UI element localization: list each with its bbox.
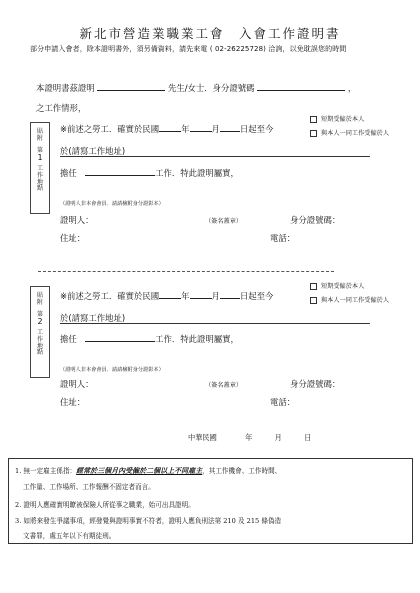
checkbox-option-2a[interactable]: 短期受僱於本人	[310, 281, 364, 290]
checkbox-option-1b[interactable]: 與本人一同工作受僱於人	[310, 128, 389, 137]
address-label-1: 住址：	[60, 233, 86, 243]
role-field-2[interactable]	[85, 332, 155, 342]
year-field-1[interactable]	[159, 122, 181, 132]
id-label-2: 身分證號碼：	[290, 379, 341, 389]
location-underline-1[interactable]	[60, 156, 370, 157]
day-field-1[interactable]	[220, 122, 240, 132]
stamp-label-2: 貼 附 第 2 工 作 地 點	[36, 292, 43, 357]
role-field-1[interactable]	[85, 166, 155, 176]
footnotes-box	[8, 458, 413, 544]
footnote-1: 1. 無一定雇主係指：經常於三個月內受僱於二個以上不同雇主，其工作機會、工作時間、	[15, 466, 282, 475]
intro-mid: 先生/女士．身分證號碼	[167, 83, 255, 93]
footnote-3-cont: 文書罪，處五年以下有期徒刑。	[23, 532, 116, 540]
phone-label-1: 電話：	[270, 233, 296, 243]
statement-line-1: ※前述之勞工．確實於民國 年 月 日起至今	[60, 124, 274, 134]
certifier-note-1: （證明人非本會會員．請請檢附身分證影本）	[60, 201, 164, 207]
location-label-2: 於(請寫工作地址)	[60, 313, 126, 323]
intro-line-1	[36, 81, 356, 94]
checkbox-icon[interactable]	[310, 283, 317, 290]
location-label-1: 於(請寫工作地址)	[60, 146, 126, 156]
intro-line-2: 之工作情形，	[36, 103, 87, 113]
date-line: 中華民國 年 月 日	[188, 433, 312, 442]
certifier-label-1: 證明人：	[60, 215, 94, 225]
role-line-2: 擔任 工作．特此證明屬實，	[60, 334, 239, 344]
phone-label-2: 電話：	[270, 397, 296, 407]
intro-end: ，	[347, 83, 357, 93]
location-underline-2[interactable]	[60, 323, 370, 324]
document-title: 新北市營造業職業工會 入會工作證明書	[79, 26, 341, 41]
document-subtitle: 部分申請入會者，除本證明書外，須另備資料，請先來電 ( 02-26225728) 洽詢，以免耽誤您的時間	[30, 45, 347, 53]
intro-prefix: 本證明書茲證明	[36, 83, 95, 93]
stamp-label-1: 貼 附 第 1 工 作 地 點	[36, 128, 43, 193]
checkbox-icon[interactable]	[310, 130, 317, 137]
statement-line-2: ※前述之勞工．確實於民國 年 月 日起至今	[60, 291, 274, 301]
stamp-box-1	[30, 122, 50, 214]
id-label-1: 身分證號碼：	[290, 215, 341, 225]
worker-id-field[interactable]	[257, 81, 345, 91]
certifier-label-2: 證明人：	[60, 379, 94, 389]
section-divider	[38, 271, 334, 272]
checkbox-icon[interactable]	[310, 116, 317, 123]
month-field-2[interactable]	[190, 289, 212, 299]
checkbox-option-1a[interactable]: 短期受僱於本人	[310, 114, 364, 123]
footnote-3: 3. 如將來發生爭議事項，經發覺與證明事實不符者，證明人應負刑法第 210 及 215 條偽造	[15, 517, 282, 525]
certifier-note-2: （證明人非本會會員．請請檢附身分證影本）	[60, 367, 164, 373]
footnote-1-cont: 工作量、工作場所、工作報酬不固定者而言。	[23, 483, 155, 491]
sign-label-2: （簽名蓋章）	[205, 382, 243, 389]
stamp-box-2	[30, 286, 50, 378]
worker-name-field[interactable]	[97, 81, 165, 91]
year-field-2[interactable]	[159, 289, 181, 299]
checkbox-option-2b[interactable]: 與本人一同工作受僱於人	[310, 295, 389, 304]
sign-label-1: （簽名蓋章）	[205, 218, 243, 225]
month-field-1[interactable]	[190, 122, 212, 132]
footnote-2: 2. 證明人應確實明瞭被保險人所從事之職業，始可出具證明。	[15, 501, 195, 509]
role-line-1: 擔任 工作．特此證明屬實，	[60, 168, 239, 178]
day-field-2[interactable]	[220, 289, 240, 299]
checkbox-icon[interactable]	[310, 297, 317, 304]
address-label-2: 住址：	[60, 397, 86, 407]
